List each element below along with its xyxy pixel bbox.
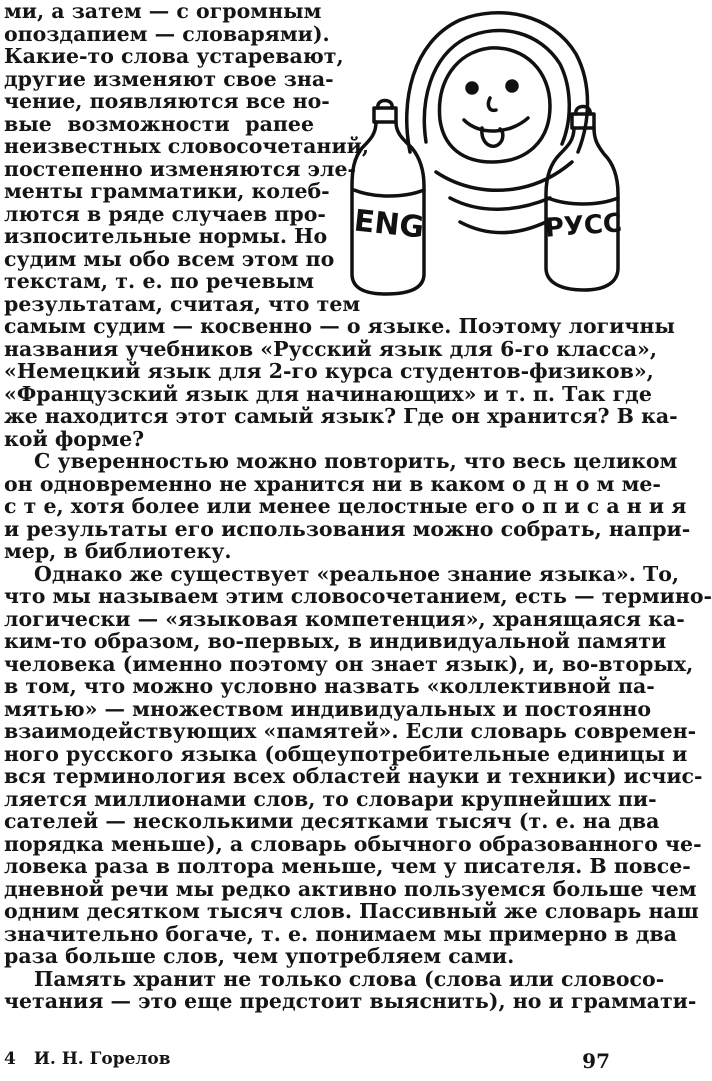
paragraph (4, 966, 697, 1013)
signature-number: 4 (4, 1049, 16, 1069)
text-line: человека (именно поэтому он знает язык), и, во-вторых, (4, 651, 694, 676)
right-eye (507, 81, 517, 91)
page-number: 97 (582, 1049, 610, 1073)
text-line: сателей — несколькими десятками тысяч (т. е. на два (4, 809, 660, 833)
mouth (464, 118, 528, 131)
text-line: одним десятком тысяч слов. Пассивный же словарь наш (4, 899, 699, 923)
text-line: ного русского языка (общеупотребительные единицы и (4, 741, 688, 766)
text-line: ляется миллионами слов, то словари крупнейших пи- (4, 786, 657, 811)
text-line: лются в ряде случаев про- (4, 201, 326, 226)
text-line: другие изменяют свое зна- (4, 66, 334, 91)
text-line: Однако же существует «реальное знание языка». То, (34, 561, 680, 586)
text-line: названия учебников «Русский язык для 6-го класса», (4, 336, 657, 361)
text-line: вые возможности рапее (4, 111, 314, 136)
text-line: же находится этот самый язык? Где он хранится? В ка- (4, 404, 678, 428)
left-bottle-label: ENG (352, 203, 426, 246)
intro-text-block (4, 0, 369, 316)
paragraph (4, 314, 678, 451)
running-author: И. Н. Горелов (33, 1049, 171, 1069)
text-line: дневной речи мы редко активно пользуемся больше чем (4, 876, 697, 901)
page-footer (4, 1047, 614, 1073)
right-bottle-label: РУСС (543, 208, 624, 244)
text-line: самым судим — косвенно — о языке. Поэтому логичны (4, 314, 675, 338)
text-line: «Французский язык для начинающих» и т. п. Так где (4, 381, 652, 406)
text-line: неизвестных словосочетаний, (4, 134, 369, 158)
text-line: чение, появляются все но- (4, 89, 330, 113)
left-bottle (352, 101, 424, 295)
text-line: порядка меньше), а словарь обычного образованного че- (4, 831, 702, 856)
text-line: кой форме? (4, 426, 145, 451)
text-line: мятью» — множеством индивидуальных и постоянно (4, 696, 652, 721)
text-line: взаимодействующих «памятей». Если словарь современ- (4, 719, 697, 743)
text-line: результатам, считая, что тем (4, 291, 361, 316)
text-line: опоздапием — словарями). (4, 21, 330, 46)
paragraph (4, 561, 712, 968)
paragraph (4, 449, 691, 563)
text-line: Какие-то слова устаревают, (4, 44, 344, 68)
text-line: судим мы обо всем этом по (4, 246, 335, 271)
text-line: что мы называем этим словосочетанием, есть — термино- (4, 584, 712, 608)
text-line: «Немецкий язык для 2-го курса студентов-физиков», (4, 359, 654, 383)
text-line: он одновременно не хранится ни в каком о д н о м ме- (4, 471, 661, 496)
text-line: ким-то образом, во-первых, в индивидуальной памяти (4, 629, 667, 653)
text-line: ловека раза в полтора меньше, чем у писателя. В повсе- (4, 854, 691, 878)
text-line: в том, что можно условно назвать «коллективной па- (4, 674, 655, 698)
text-line: Память хранит не только слова (слова или словосо- (34, 966, 665, 991)
illustration-face-with-bottles (340, 2, 624, 298)
text-line: С уверенностью можно повторить, что весь целиком (34, 449, 678, 473)
text-line: менты грамматики, колеб- (4, 179, 330, 203)
text-line: четания — это еще предстоит выяснить), но и граммати- (4, 989, 697, 1013)
footer-left (4, 1049, 171, 1069)
text-line: вся терминология всех областей науки и техники) исчис- (4, 764, 703, 788)
text-line: мер, в библиотеку. (4, 539, 232, 563)
text-line: и результаты его использования можно собрать, напри- (4, 516, 691, 541)
text-line: логически — «языковая компетенция», хранящаяся ка- (4, 606, 685, 631)
main-text-block (4, 314, 712, 1013)
text-line: ми, а затем — с огромным (4, 0, 322, 23)
text-line: текстам, т. е. по речевым (4, 269, 314, 293)
text-line: значительно богаче, т. е. понимаем мы примерно в два (4, 921, 677, 946)
text-line: изпосительные нормы. Но (4, 224, 328, 248)
text-line: постепенно изменяются эле- (4, 156, 357, 181)
text-line: раза больше слов, чем употребляем сами. (4, 944, 515, 968)
left-eye (467, 83, 477, 93)
text-line: с т е, хотя более или менее целостные его о п и с а н и я (4, 494, 687, 518)
